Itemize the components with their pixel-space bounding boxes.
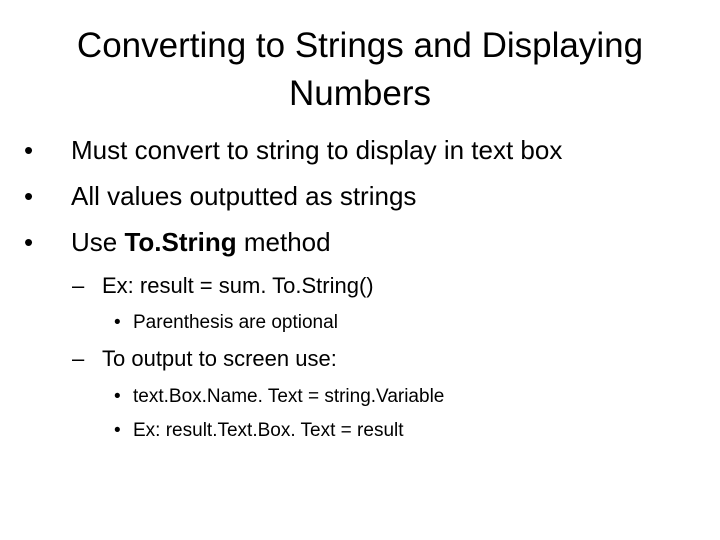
slide-title-line-1: Converting to Strings and Displaying [76,26,644,65]
bullet-text-pre: Use [71,227,125,257]
sub-sub-item-text: Ex: result.Text.Box. Text = result [133,420,404,441]
dash-icon: – [72,273,85,298]
sub-sub-item-3 [114,419,404,443]
bullet-icon: • [24,181,34,211]
sub-sub-item-1 [114,311,338,335]
sub-item-text: Ex: result = sum. To.String() [102,273,374,298]
slide-title-line-2: Numbers [289,74,431,113]
sub-sub-item-text: text.Box.Name. Text = string.Variable [133,386,445,407]
bullet-icon: • [114,420,121,441]
sub-item-1 [72,272,374,300]
bullet-icon: • [114,386,121,407]
bullet-text-bold: To.String [124,227,237,257]
dash-icon: – [72,346,85,371]
sub-item-text: To output to screen use: [102,346,337,371]
bullet-text: Must convert to string to display in text box [71,135,563,165]
bullet-icon: • [24,227,34,257]
bullet-text: All values outputted as strings [71,181,417,211]
bullet-item-2 [24,180,416,212]
sub-item-2 [72,345,337,373]
bullet-item-1 [24,134,562,166]
bullet-item-3 [24,226,331,258]
bullet-text-post: method [236,227,331,257]
bullet-icon: • [114,312,121,333]
bullet-icon: • [24,135,34,165]
sub-sub-item-2 [114,385,444,409]
sub-sub-item-text: Parenthesis are optional [133,312,338,333]
